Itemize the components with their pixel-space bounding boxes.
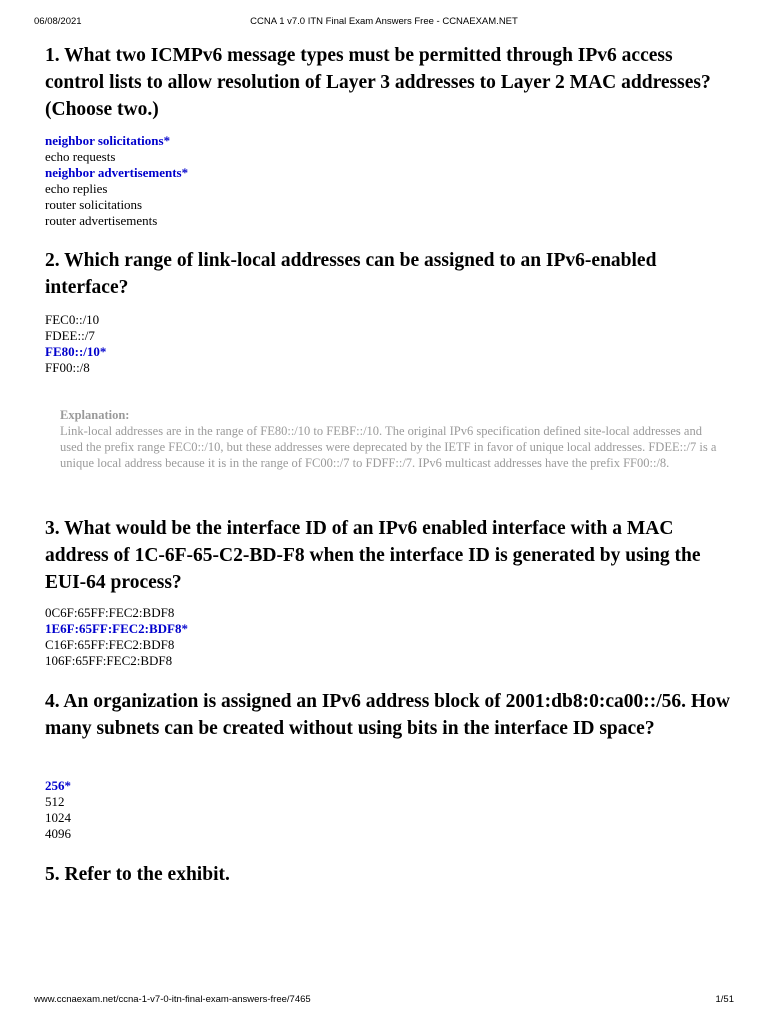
- answer-item: C16F:65FF:FEC2:BDF8: [45, 637, 175, 652]
- answer-item: 256*: [45, 778, 71, 793]
- answer-item: 4096: [45, 826, 71, 841]
- answer-list-4: [45, 778, 725, 842]
- page-url[interactable]: www.ccnaexam.net/ccna-1-v7-0-itn-final-exam-answers-free/7465: [34, 994, 311, 1005]
- answer-item: 0C6F:65FF:FEC2:BDF8: [45, 605, 175, 620]
- page-header: [0, 15, 768, 29]
- page-number: 1/51: [715, 994, 734, 1005]
- question-4: 4. An organization is assigned an IPv6 address block of 2001:db8:0:ca00::/56. How many subnets can be created without using bits in the interface ID space?: [45, 691, 730, 739]
- answer-item: router advertisements: [45, 213, 158, 228]
- explanation-text: Link-local addresses are in the range of FE80::/10 to FEBF::/10. The original IPv6 specification defined site-local addresses and used the prefix range FEC0::/10, but these addresses were deprecated by the IETF in favor of unique local addresses. FDEE::/7 is a unique local address because it is in the range of FC00::/7 to FDFF::/7. IPv6 multicast addresses have the prefix FF00::/8.: [60, 424, 717, 470]
- explanation-box: [60, 407, 720, 471]
- answer-item: neighbor solicitations*: [45, 133, 171, 148]
- question-2: 2. Which range of link-local addresses can be assigned to an IPv6-enabled interface?: [45, 250, 657, 298]
- answer-list-1: [45, 133, 725, 229]
- answer-item: FE80::/10*: [45, 344, 107, 359]
- page-title: CCNA 1 v7.0 ITN Final Exam Answers Free - CCNAEXAM.NET: [250, 16, 518, 27]
- page-footer: [0, 993, 768, 1007]
- answer-item: 106F:65FF:FEC2:BDF8: [45, 653, 173, 668]
- answer-item: FDEE::/7: [45, 328, 95, 343]
- answer-item: FEC0::/10: [45, 312, 100, 327]
- answer-item: 512: [45, 794, 65, 809]
- answer-item: echo requests: [45, 149, 116, 164]
- answer-item: echo replies: [45, 181, 108, 196]
- question-5: 5. Refer to the exhibit.: [45, 864, 230, 885]
- explanation-title: Explanation:: [60, 408, 130, 422]
- answer-list-3: [45, 605, 725, 669]
- answer-item: 1024: [45, 810, 71, 825]
- question-3: 3. What would be the interface ID of an IPv6 enabled interface with a MAC address of 1C-6F-65-C2-BD-F8 when the interface ID is generated by using the EUI-64 process?: [45, 518, 701, 593]
- print-date: 06/08/2021: [34, 16, 82, 27]
- answer-list-2: [45, 312, 725, 376]
- answer-item: 1E6F:65FF:FEC2:BDF8*: [45, 621, 188, 636]
- answer-item: router solicitations: [45, 197, 143, 212]
- answer-item: FF00::/8: [45, 360, 90, 375]
- answer-item: neighbor advertisements*: [45, 165, 189, 180]
- question-1: 1. What two ICMPv6 message types must be permitted through IPv6 access control lists to allow resolution of Layer 3 addresses to Layer 2 MAC addresses? (Choose two.): [45, 45, 711, 120]
